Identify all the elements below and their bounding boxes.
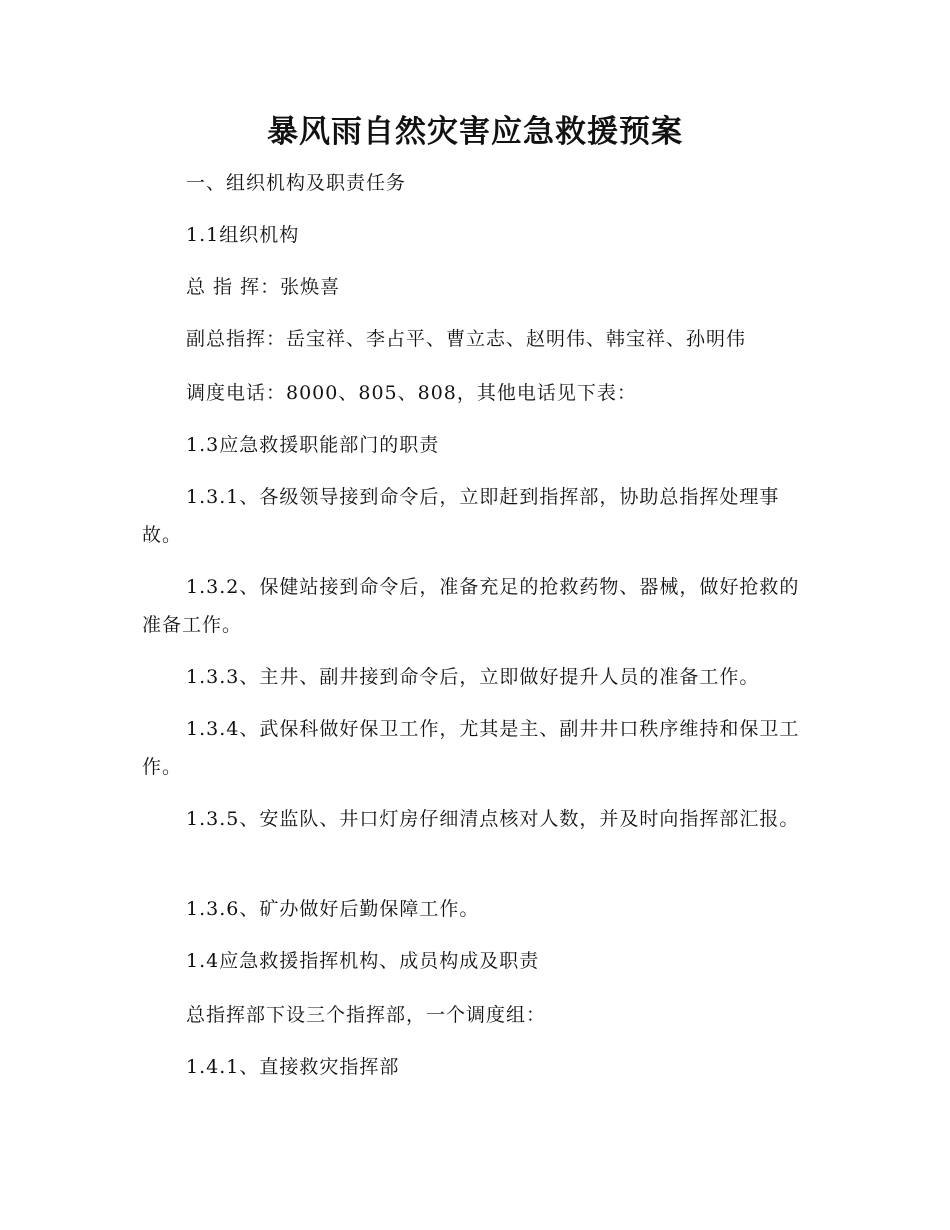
paragraph-command-structure: 总指挥部下设三个指挥部，一个调度组： [186,1004,547,1026]
paragraph-1-3-2: 1.3.2、保健站接到命令后，准备充足的抢救药物、器械，做好抢救的准备工作。 [142,576,800,636]
heading-1-4: 1.4应急救援指挥机构、成员构成及职责 [186,950,540,972]
paragraph-deputy-commanders: 副总指挥：岳宝祥、李占平、曹立志、赵明伟、韩宝祥、孙明伟 [186,328,747,350]
paragraph-1-3-5: 1.3.5、安监队、井口灯房仔细清点核对人数，并及时向指挥部汇报。 [186,808,800,830]
heading-1-1: 1.1组织机构 [186,224,300,246]
paragraph-1-3-4: 1.3.4、武保科做好保卫工作，尤其是主、副井井口秩序维持和保卫工作。 [142,718,800,778]
heading-1-3: 1.3应急救援职能部门的职责 [186,434,440,456]
paragraph-commander: 总 指 挥：张焕喜 [186,276,341,298]
paragraph-1-3-6: 1.3.6、矿办做好后勤保障工作。 [186,898,480,920]
heading-1-4-1: 1.4.1、直接救灾指挥部 [186,1056,400,1078]
paragraph-1-3-3: 1.3.3、主井、副井接到命令后，立即做好提升人员的准备工作。 [186,666,760,688]
heading-organization: 一、组织机构及职责任务 [186,172,407,194]
paragraph-1-3-1: 1.3.1、各级领导接到命令后，立即赶到指挥部，协助总指挥处理事故。 [142,486,780,546]
paragraph-dispatch-phone: 调度电话：8000、805、808，其他电话见下表： [186,382,637,404]
document-title: 暴风雨自然灾害应急救援预案 [267,114,683,150]
